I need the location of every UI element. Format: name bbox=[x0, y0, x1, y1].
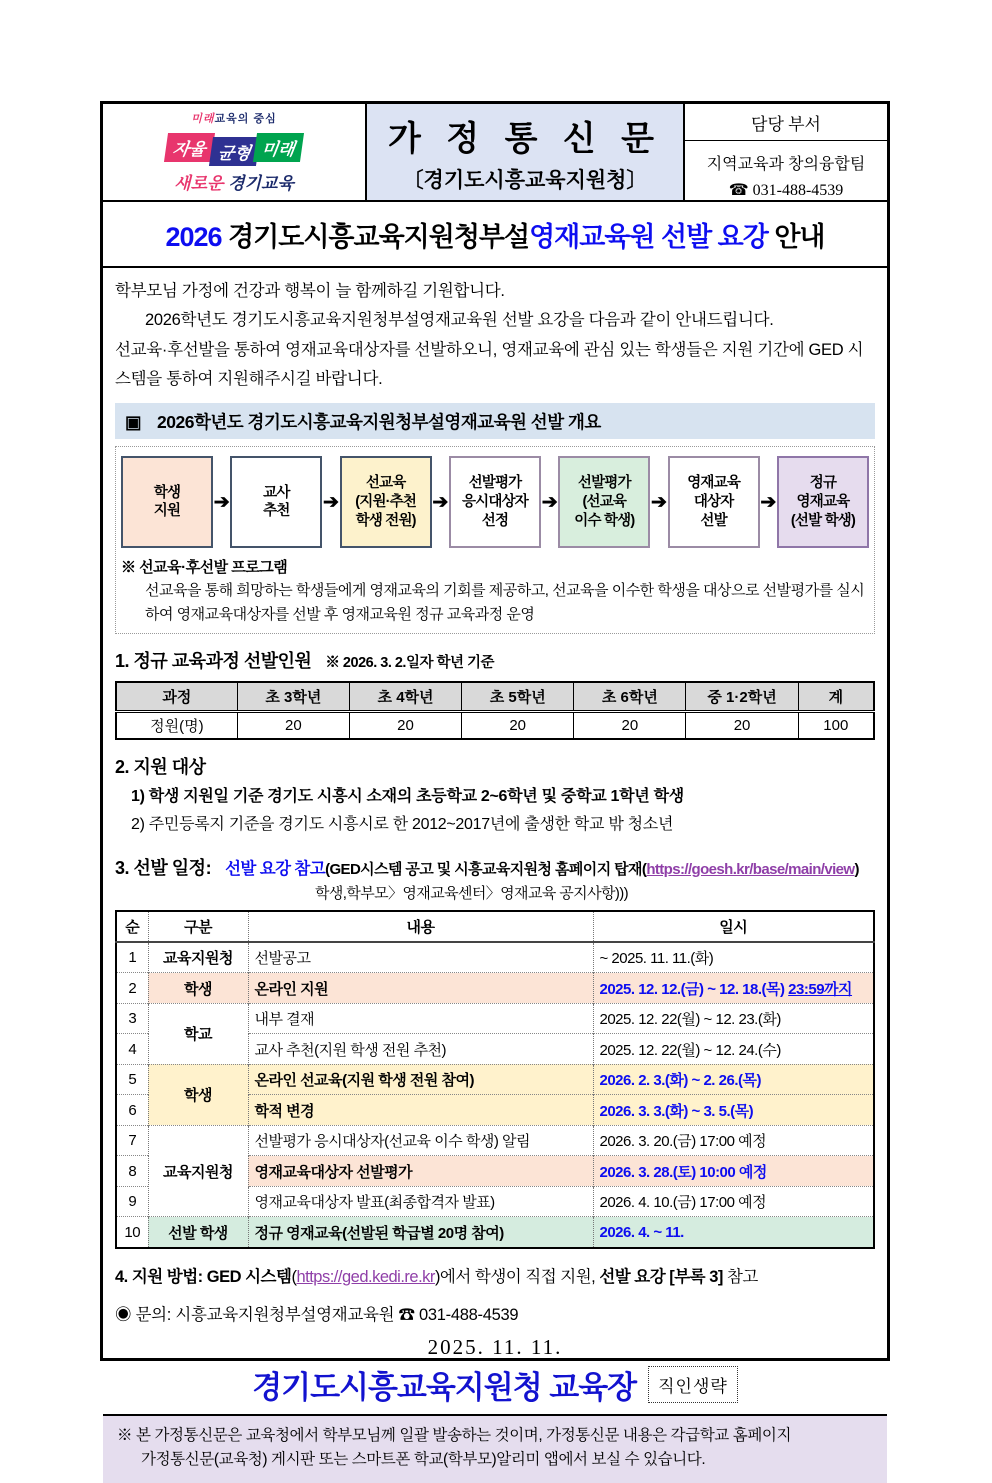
capacity-col-header: 초 3학년 bbox=[237, 682, 349, 712]
capacity-col-header: 초 4학년 bbox=[349, 682, 461, 712]
square-marker-icon: ▣ bbox=[125, 412, 142, 433]
flow-step-line: 선발평가 bbox=[468, 475, 522, 492]
logo-bottom-navy: 경기교육 bbox=[223, 174, 294, 193]
arrow-right-icon: ➔ bbox=[541, 491, 558, 513]
schedule-reference-path: 학생,학부모〉영재교육센터〉영재교육 공지사항))) bbox=[315, 884, 629, 902]
schedule-row-1 bbox=[116, 942, 874, 973]
flow-step-candidate-selection bbox=[449, 456, 541, 548]
title-tail: 안내 bbox=[767, 222, 825, 252]
intro-line-1: 학부모님 가정에 건강과 행복이 늘 함께하길 기원합니다. bbox=[115, 282, 505, 300]
capacity-col-header: 과정 bbox=[116, 682, 237, 712]
logo-box-blue: 균형 bbox=[209, 137, 260, 166]
superintendent-name: 경기도시흥교육지원청 교육장 bbox=[252, 1369, 637, 1405]
footer-note bbox=[103, 1414, 887, 1483]
schedule-title-text: 3. 선발 일정: bbox=[115, 857, 212, 878]
arrow-right-icon: ➔ bbox=[760, 491, 777, 513]
flow-step-line: 선교육 bbox=[365, 475, 406, 492]
schedule-no: 2 bbox=[116, 973, 148, 1004]
schedule-col-header: 순 bbox=[116, 911, 148, 942]
dept-label: 담당 부서 bbox=[685, 104, 887, 141]
method-paren-open: ( bbox=[291, 1267, 297, 1286]
dept-phone: ☎ 031-488-4539 bbox=[728, 182, 844, 199]
schedule-col-header: 구분 bbox=[148, 911, 248, 942]
schedule-header-row bbox=[116, 911, 874, 942]
arrow-right-icon: ➔ bbox=[323, 491, 339, 513]
arrow-right-icon: ➔ bbox=[432, 491, 449, 513]
schedule-no: 1 bbox=[116, 942, 148, 973]
schedule-no: 6 bbox=[116, 1095, 148, 1126]
schedule-row-5 bbox=[116, 1064, 874, 1095]
inquiry-line: ◉ 문의: 시흥교육지원청부설영재교육원 ☎ 031-488-4539 bbox=[115, 1305, 519, 1324]
issue-date: 2025. 11. 11. bbox=[427, 1334, 563, 1359]
schedule-group: 선발 학생 bbox=[148, 1217, 248, 1248]
schedule-date: 2026. 3. 28.(토) 10:00 예정 bbox=[593, 1156, 874, 1187]
schedule-date: 2026. 3. 3.(화) ~ 3. 5.(목) bbox=[593, 1095, 874, 1126]
method-section bbox=[115, 1263, 875, 1287]
flow-step-pre-education bbox=[340, 456, 432, 548]
logo-slogan-red: 미래 bbox=[191, 113, 215, 125]
schedule-no: 3 bbox=[116, 1003, 148, 1034]
schedule-date: 2025. 12. 22(월) ~ 12. 24.(수) bbox=[593, 1034, 874, 1065]
capacity-row-label: 정원(명) bbox=[116, 711, 237, 739]
title-year: 2026 bbox=[165, 222, 222, 252]
target-title-text: 2. 지원 대상 bbox=[115, 756, 206, 777]
capacity-col-header: 중 1·2학년 bbox=[686, 682, 798, 712]
schedule-no: 8 bbox=[116, 1156, 148, 1187]
flow-step-line: 선발 bbox=[700, 512, 727, 529]
schedule-no: 5 bbox=[116, 1064, 148, 1095]
schedule-group: 학교 bbox=[148, 1003, 248, 1064]
schedule-ref-text: (GED시스템 공고 및 시흥교육지원청 홈페이지 탑재( bbox=[325, 860, 647, 878]
flow-step-line: 학생 bbox=[153, 484, 181, 501]
logo-slogan-bottom bbox=[174, 169, 294, 194]
flow-step-line: (선교육 bbox=[582, 494, 627, 511]
flow-step-line: 영재교육 bbox=[796, 494, 850, 511]
flow-step-regular-education bbox=[777, 456, 869, 548]
schedule-content: 정규 영재교육(선발된 학급별 20명 참여) bbox=[248, 1217, 593, 1248]
flow-step-line: 정규 bbox=[809, 475, 837, 492]
schedule-content: 선발평가 응시대상자(선교육 이수 학생) 알림 bbox=[248, 1125, 593, 1156]
schedule-date: ~ 2025. 11. 11.(화) bbox=[593, 942, 874, 973]
target-items bbox=[115, 783, 875, 839]
capacity-header-row bbox=[116, 682, 874, 712]
signature-row bbox=[115, 1362, 875, 1407]
schedule-row-10 bbox=[116, 1217, 874, 1248]
schedule-row-3 bbox=[116, 1003, 874, 1034]
schedule-content: 온라인 선교육(지원 학생 전원 참여) bbox=[248, 1064, 593, 1095]
method-system-name: GED 시스템 bbox=[206, 1267, 292, 1286]
schedule-date: 2026. 3. 20.(금) 17:00 예정 bbox=[593, 1125, 874, 1156]
schedule-group: 학생 bbox=[148, 1064, 248, 1125]
overview-section-heading bbox=[115, 403, 875, 439]
flow-step-student-apply bbox=[121, 456, 213, 548]
capacity-value-row bbox=[116, 711, 874, 739]
flow-note bbox=[121, 556, 869, 628]
intro-paragraphs bbox=[115, 277, 875, 394]
schedule-row-2 bbox=[116, 973, 874, 1004]
ged-link[interactable]: https://ged.kedi.re.kr bbox=[296, 1267, 435, 1286]
target-item-1: 1) 학생 지원일 기준 경기도 시흥시 소재의 초등학교 2~6학년 및 중학교 1학년 학생 bbox=[131, 787, 684, 805]
contact-cell bbox=[685, 104, 887, 200]
footer-note-line2: 가정통신문(교육청) 게시판 또는 스마트폰 학교(학부모)알리미 앱에서 보실 수 있습니다. bbox=[141, 1451, 706, 1469]
flow-step-line: 추천 bbox=[263, 503, 290, 520]
schedule-col-header: 내용 bbox=[248, 911, 593, 942]
logo-keyword-boxes bbox=[166, 129, 303, 166]
schedule-content: 내부 결재 bbox=[248, 1003, 593, 1034]
goesh-link[interactable]: https://goesh.kr/base/main/view bbox=[646, 860, 855, 878]
gyeonggi-education-logo bbox=[103, 104, 367, 200]
capacity-value: 20 bbox=[237, 711, 349, 739]
footer-note-line1: ※ 본 가정통신문은 교육청에서 학부모님께 일괄 발송하는 것이며, 가정통신문 내용은 각급학교 홈페이지 bbox=[117, 1426, 792, 1444]
method-tail: 참고 bbox=[722, 1267, 758, 1286]
capacity-col-header: 계 bbox=[798, 682, 874, 712]
capacity-section-title bbox=[115, 647, 875, 673]
flow-step-line: 지원 bbox=[153, 503, 181, 520]
capacity-value: 20 bbox=[462, 711, 574, 739]
issuing-office: 〔경기도시흥교육지원청〕 bbox=[402, 168, 648, 192]
schedule-content: 영재교육대상자 발표(최종합격자 발표) bbox=[248, 1186, 593, 1217]
capacity-total: 100 bbox=[798, 711, 874, 739]
notice-document bbox=[100, 101, 890, 1469]
capacity-value: 20 bbox=[686, 711, 798, 739]
dept-team: 지역교육과 창의융합팀 bbox=[706, 156, 866, 173]
flow-step-line: 이수 학생) bbox=[574, 512, 635, 529]
flow-step-line: (선발 학생) bbox=[790, 512, 856, 529]
flow-step-line: 영재교육 bbox=[687, 475, 741, 492]
overview-heading-text: 2026학년도 경기도시흥교육지원청부설영재교육원 선발 개요 bbox=[157, 412, 601, 433]
schedule-content: 영재교육대상자 선발평가 bbox=[248, 1156, 593, 1187]
document-type-cell bbox=[367, 104, 685, 200]
schedule-no: 7 bbox=[116, 1125, 148, 1156]
capacity-subtitle: ※ 2026. 3. 2.일자 학년 기준 bbox=[325, 654, 495, 671]
logo-bottom-red: 새로운 bbox=[174, 174, 224, 193]
method-label: 4. 지원 방법: bbox=[115, 1267, 207, 1286]
schedule-table bbox=[115, 910, 875, 1249]
schedule-no: 4 bbox=[116, 1034, 148, 1065]
logo-slogan-rest: 교육의 중심 bbox=[214, 113, 277, 125]
logo-box-green: 미래 bbox=[253, 133, 304, 162]
flow-step-line: 대상자 bbox=[693, 494, 734, 511]
schedule-content: 선발공고 bbox=[248, 942, 593, 973]
schedule-date: 2025. 12. 22(월) ~ 12. 23.(화) bbox=[593, 1003, 874, 1034]
document-body bbox=[103, 268, 887, 1483]
schedule-ref-close: ) bbox=[854, 860, 859, 878]
schedule-date-main: 2025. 12. 12.(금) ~ 12. 18.(목) bbox=[599, 980, 789, 998]
intro-line-2: 2026학년도 경기도시흥교육지원청부설영재교육원 선발 요강을 다음과 같이 안내드립니다. bbox=[145, 311, 774, 330]
schedule-date: 2026. 2. 3.(화) ~ 2. 26.(목) bbox=[593, 1064, 874, 1095]
flow-step-final-selection bbox=[668, 456, 760, 548]
notice-title bbox=[103, 202, 887, 268]
flow-step-line: 선발평가 bbox=[577, 475, 631, 492]
flow-step-line: (지원·추천 bbox=[355, 494, 417, 511]
schedule-content: 교사 추천(지원 학생 전원 추천) bbox=[248, 1034, 593, 1065]
flow-note-body: 선교육을 통해 희망하는 학생들에게 영재교육의 기회를 제공하고, 선교육을 이수한 학생을 대상으로 선발평가를 실시하여 영재교육대상자를 선발 후 영재교육원 정규 교육과정 운영 bbox=[145, 582, 865, 623]
logo-box-red: 자율 bbox=[164, 133, 215, 162]
method-appendix-ref: 선발 요강 [부록 3] bbox=[599, 1267, 723, 1286]
schedule-group: 교육지원청 bbox=[148, 1125, 248, 1217]
method-text: )에서 학생이 직접 지원, bbox=[434, 1267, 600, 1286]
flow-step-line: 선정 bbox=[481, 512, 509, 529]
capacity-title-text: 1. 정규 교육과정 선발인원 bbox=[115, 650, 312, 671]
target-section-title bbox=[115, 753, 875, 779]
logo-slogan-top bbox=[191, 110, 276, 126]
capacity-table bbox=[115, 681, 875, 740]
title-subject: 영재교육원 선발 요강 bbox=[529, 222, 768, 252]
arrow-right-icon: ➔ bbox=[213, 491, 230, 513]
capacity-value: 20 bbox=[574, 711, 686, 739]
schedule-ref-highlight: 선발 요강 참고 bbox=[225, 859, 326, 878]
schedule-date bbox=[593, 973, 874, 1004]
schedule-col-header: 일시 bbox=[593, 911, 874, 942]
target-item-2: 2) 주민등록지 기준을 경기도 시흥시로 한 2012~2017년에 출생한 학교 밖 청소년 bbox=[131, 815, 674, 833]
schedule-date: 2026. 4. ~ 11. bbox=[593, 1217, 874, 1248]
schedule-content: 학적 변경 bbox=[248, 1095, 593, 1126]
schedule-reference bbox=[225, 857, 859, 882]
schedule-section-title bbox=[115, 854, 875, 882]
flow-step-line: 학생 전원) bbox=[355, 512, 416, 529]
schedule-row-7 bbox=[116, 1125, 874, 1156]
schedule-date: 2026. 4. 10.(금) 17:00 예정 bbox=[593, 1186, 874, 1217]
schedule-group: 학생 bbox=[148, 973, 248, 1004]
stamp-omitted-box: 직인생략 bbox=[648, 1366, 738, 1403]
flow-step-line: 교사 bbox=[263, 484, 290, 501]
selection-flow-container bbox=[115, 446, 875, 634]
capacity-value: 20 bbox=[349, 711, 461, 739]
flow-step-selection-test bbox=[558, 456, 650, 548]
document-type-title: 가 정 통 신 문 bbox=[387, 119, 662, 158]
selection-flow-diagram bbox=[121, 456, 869, 548]
flow-step-line: 응시대상자 bbox=[461, 494, 528, 511]
title-org: 경기도시흥교육지원청부설 bbox=[221, 222, 530, 252]
schedule-content: 온라인 지원 bbox=[248, 973, 593, 1004]
schedule-no: 9 bbox=[116, 1186, 148, 1217]
schedule-group: 교육지원청 bbox=[148, 942, 248, 973]
flow-note-title: ※ 선교육·후선발 프로그램 bbox=[121, 559, 288, 577]
schedule-date-deadline: 23:59까지 bbox=[788, 980, 853, 998]
intro-line-3: 선교육·후선발을 통하여 영재교육대상자를 선발하오니, 영재교육에 관심 있는 학생들은 지원 기간에 GED 시스템을 통하여 지원해주시길 바랍니다. bbox=[115, 340, 864, 389]
flow-step-teacher-recommend bbox=[230, 456, 322, 548]
capacity-col-header: 초 6학년 bbox=[574, 682, 686, 712]
arrow-right-icon: ➔ bbox=[651, 491, 667, 513]
capacity-col-header: 초 5학년 bbox=[462, 682, 574, 712]
schedule-no: 10 bbox=[116, 1217, 148, 1248]
document-header bbox=[103, 104, 887, 202]
